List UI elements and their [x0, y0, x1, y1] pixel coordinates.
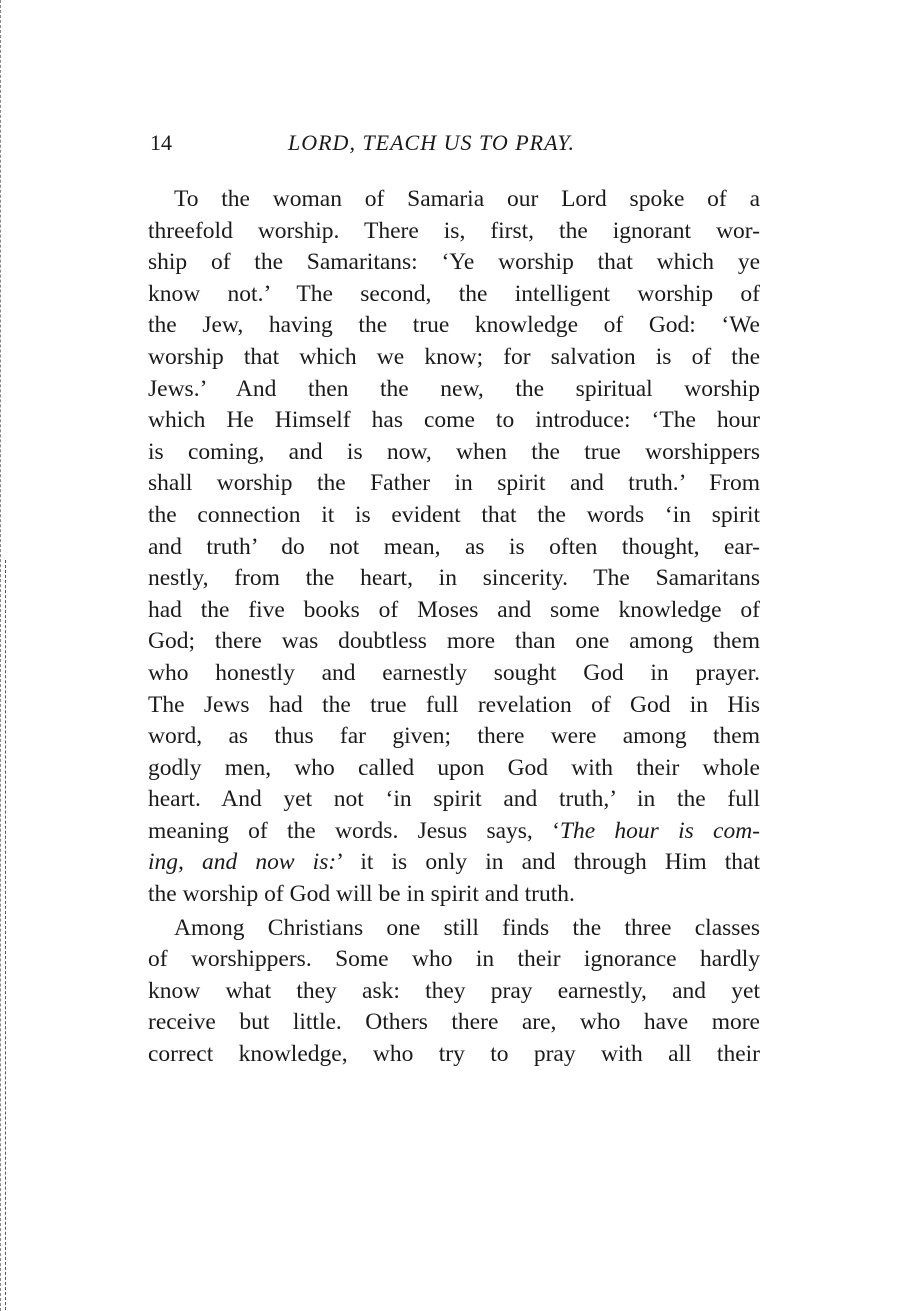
- text-line: the worship of God will be in spirit and truth.: [148, 881, 575, 908]
- book-binding-edge-inner: [5, 560, 7, 1310]
- text-line: know what they ask: they pray earnestly, and yet: [148, 977, 760, 1004]
- text-line: heart. And yet not ‘in spirit and truth,’ in the full: [148, 786, 760, 813]
- text-line: of worshippers. Some who in their ignorance hardly: [148, 946, 760, 973]
- body-text: [148, 184, 760, 1071]
- text-line: who honestly and earnestly sought God in prayer.: [148, 659, 760, 686]
- text-line: Jews.’ And then the new, the spiritual worship: [148, 375, 760, 402]
- paragraph-2: [148, 913, 760, 1071]
- text-line: Among Christians one still finds the three classes: [174, 914, 760, 941]
- text-line: correct knowledge, who try to pray with all their: [148, 1041, 760, 1068]
- text-line: worship that which we know; for salvation is of the: [148, 343, 760, 370]
- text-line: receive but little. Others there are, who have more: [148, 1009, 760, 1036]
- text-line: godly men, who called upon God with their whole: [148, 754, 760, 781]
- text-line: ing, and now is:’ it is only in and through Him that: [148, 849, 760, 876]
- text-line: which He Himself has come to introduce: ‘The hour: [148, 407, 760, 434]
- text-line: and truth’ do not mean, as is often thought, ear-: [148, 533, 760, 560]
- text-line: shall worship the Father in spirit and truth.’ From: [148, 470, 760, 497]
- text-line: is coming, and is now, when the true worshippers: [148, 438, 760, 465]
- text-line: threefold worship. There is, first, the ignorant wor-: [148, 217, 760, 244]
- page-header: [150, 130, 762, 162]
- text-line: To the woman of Samaria our Lord spoke of a: [174, 186, 760, 212]
- running-title: LORD, TEACH US TO PRAY.: [288, 130, 576, 155]
- text-line: God; there was doubtless more than one among them: [148, 628, 760, 655]
- text-line: the Jew, having the true knowledge of God: ‘We: [148, 312, 760, 339]
- text-line: had the five books of Moses and some knowledge of: [148, 596, 760, 623]
- text-line: nestly, from the heart, in sincerity. The Samaritans: [148, 565, 760, 592]
- text-line: meaning of the words. Jesus says, ‘The hour is com-: [148, 817, 760, 844]
- text-line: the connection it is evident that the words ‘in spirit: [148, 501, 760, 528]
- text-line: word, as thus far given; there were among them: [148, 723, 760, 750]
- text-line: The Jews had the true full revelation of God in His: [148, 691, 760, 718]
- text-line: ship of the Samaritans: ‘Ye worship that which ye: [148, 249, 760, 276]
- paragraph-1: [148, 184, 760, 911]
- text-line: know not.’ The second, the intelligent worship of: [148, 280, 760, 307]
- page-number: 14: [150, 130, 172, 155]
